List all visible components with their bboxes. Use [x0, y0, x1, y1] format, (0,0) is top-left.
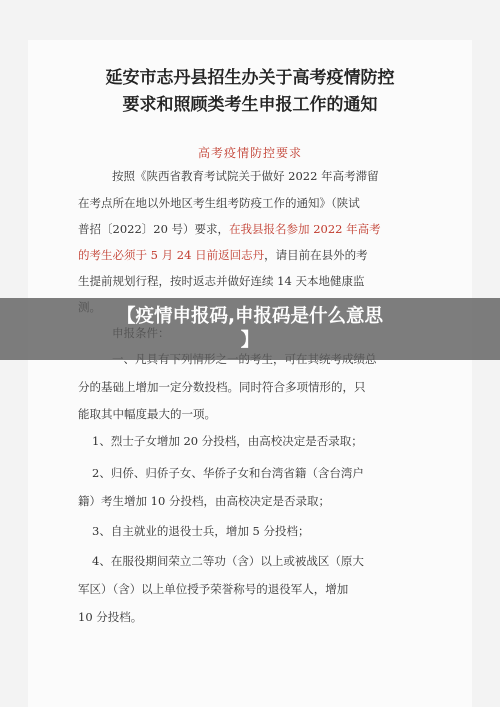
text-span: 3、自主就业的退役士兵，增加 5 分投档； [92, 524, 310, 538]
text-span: ，请目前在县外的考 [264, 248, 368, 262]
document-title [28, 65, 472, 119]
section-heading: 高考疫情防控要求 [197, 146, 302, 160]
text-span: 分的基础上增加一定分数投档。同时符合多项情形的，只 [78, 380, 366, 394]
text-span: 能取其中幅度最大的一项。 [78, 407, 216, 421]
text-line [78, 273, 428, 289]
text-span: 4、在服役期间荣立二等功（含）以上或被战区（原大 [92, 554, 364, 568]
text-line [92, 553, 442, 569]
text-span: 1、烈士子女增加 20 分投档，由高校决定是否录取； [92, 434, 363, 448]
title-overlay-banner[interactable] [0, 298, 500, 360]
text-line [78, 609, 428, 625]
text-line [78, 247, 428, 263]
text-line [78, 493, 428, 509]
text-line [78, 406, 428, 422]
title-line-1: 延安市志丹县招生办关于高考疫情防控 [105, 68, 395, 88]
highlighted-text: 在我县报名参加 2022 年高考 [229, 222, 381, 236]
overlay-title [0, 305, 500, 353]
text-span: 普招〔2022〕20 号）要求， [78, 222, 230, 236]
text-span: 10 分投档。 [78, 610, 143, 624]
text-line [92, 465, 442, 481]
overlay-title-line-2: 】 [240, 330, 260, 351]
text-line [78, 221, 428, 237]
text-line [78, 379, 428, 395]
text-span: 在考点所在地以外地区考生组考防疫工作的通知》（陕试 [78, 196, 360, 210]
text-line [78, 581, 428, 597]
text-line [78, 195, 428, 211]
text-span: 按照《陕西省教育考试院关于做好 2022 年高考滞留 [112, 169, 379, 183]
text-line [92, 433, 442, 449]
overlay-title-line-1: 【疫情申报码,申报码是什么意思 [116, 306, 384, 327]
text-line [92, 523, 442, 539]
text-line [112, 168, 462, 184]
highlighted-text: 的考生必须于 5 月 24 日前返回志丹 [78, 248, 265, 262]
text-span: 生提前规划行程，按时返志并做好连续 14 天本地健康监 [78, 274, 365, 288]
text-span: 2、归侨、归侨子女、华侨子女和台湾省籍（含台湾户 [92, 466, 364, 480]
title-line-2: 要求和照顾类考生申报工作的通知 [122, 95, 378, 115]
document-page [28, 40, 472, 707]
text-span: 籍）考生增加 10 分投档，由高校决定是否录取； [78, 494, 330, 508]
text-span: 军区）（含）以上单位授予荣誉称号的退役军人，增加 [78, 582, 349, 596]
